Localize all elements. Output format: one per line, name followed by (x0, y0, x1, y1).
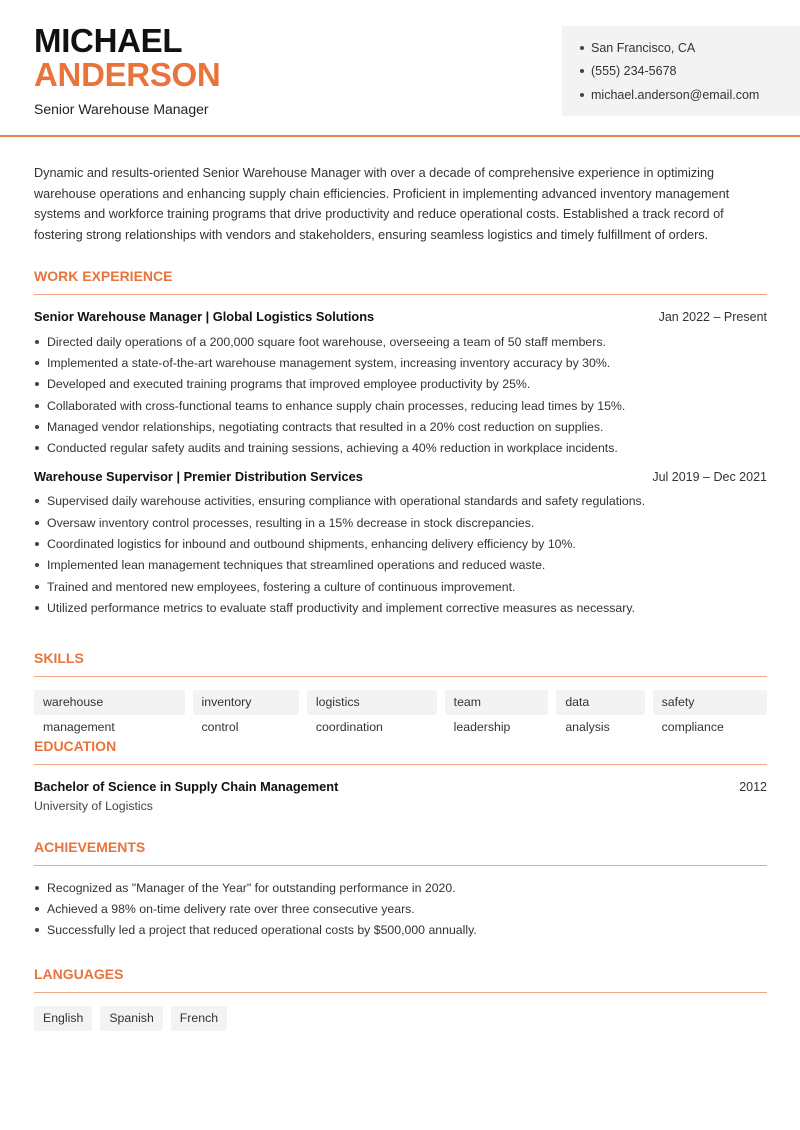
list-item (34, 491, 767, 512)
bullet-text: Oversaw inventory control processes, resulting in a 15% decrease in stock discrepancies. (47, 515, 535, 530)
bullet-text: Conducted regular safety audits and training sessions, achieving a 40% reduction in workplace incidents. (47, 441, 618, 456)
bullet-icon (580, 46, 584, 50)
contact-phone (580, 60, 800, 84)
bullet-text: Collaborated with cross-functional teams to enhance supply chain processes, reducing lead times by 15%. (47, 398, 626, 413)
skill-tag: data analysis (556, 690, 644, 715)
bullet-icon (35, 606, 39, 610)
bullet-text: Directed daily operations of a 200,000 square foot warehouse, overseeing a team of 50 staff members. (47, 334, 606, 349)
skill-tag: team leadership (445, 690, 549, 715)
bullet-icon (35, 340, 39, 344)
section-skills (34, 649, 767, 734)
education-header (34, 779, 767, 795)
section-title: LANGUAGES (34, 965, 767, 993)
bullet-icon (35, 542, 39, 546)
education-school: University of Logistics (34, 799, 153, 813)
bullet-icon (580, 69, 584, 73)
bullet-icon (35, 907, 39, 911)
list-item (34, 920, 767, 941)
section-education (34, 737, 767, 813)
skill-tag: logistics coordination (307, 690, 437, 715)
first-name: MICHAEL (34, 22, 183, 59)
job-bullets (34, 491, 767, 619)
job-role: Senior Warehouse Manager | Global Logistics Solutions (34, 309, 375, 324)
language-tag: English (34, 1006, 92, 1031)
last-name: ANDERSON (34, 56, 221, 93)
contact-location (580, 36, 800, 60)
bullet-text: Utilized performance metrics to evaluate staff productivity and implement corrective measures as necessary. (47, 600, 635, 615)
contact-box (562, 26, 800, 116)
list-item (34, 374, 767, 395)
bullet-icon (35, 563, 39, 567)
education-entry (34, 779, 767, 813)
bullet-text: Successfully led a project that reduced operational costs by $500,000 annually. (47, 923, 477, 938)
skills-tags (34, 690, 767, 734)
bullet-text: Implemented lean management techniques that streamlined operations and reduced waste. (47, 558, 546, 573)
list-item (34, 576, 767, 597)
education-degree: Bachelor of Science in Supply Chain Management (34, 779, 339, 794)
list-item (34, 512, 767, 533)
bullet-text: Recognized as "Manager of the Year" for outstanding performance in 2020. (47, 880, 456, 895)
bullet-icon (35, 499, 39, 503)
list-item (34, 877, 767, 898)
list-item (34, 352, 767, 373)
contact-email (580, 83, 800, 107)
bullet-text: Implemented a state-of-the-art warehouse management system, increasing inventory accuracy by 30%. (47, 355, 611, 370)
achievements-list (34, 877, 767, 941)
section-title: EDUCATION (34, 737, 767, 765)
bullet-text: Developed and executed training programs that improved employee productivity by 25%. (47, 377, 531, 392)
bullet-icon (35, 382, 39, 386)
location-text: San Francisco, CA (591, 40, 696, 55)
section-title: ACHIEVEMENTS (34, 838, 767, 866)
job-header (34, 469, 767, 485)
job-header (34, 309, 767, 325)
bullet-icon (35, 404, 39, 408)
list-item (34, 395, 767, 416)
list-item (34, 555, 767, 576)
section-achievements (34, 838, 767, 941)
bullet-icon (35, 521, 39, 525)
skill-tag: safety compliance (653, 690, 767, 715)
list-item (34, 437, 767, 458)
list-item (34, 597, 767, 618)
bullet-text: Coordinated logistics for inbound and outbound shipments, enhancing delivery efficiency by 10%. (47, 537, 576, 552)
section-work-experience (34, 267, 767, 619)
resume-header (0, 0, 800, 137)
language-tag: Spanish (100, 1006, 162, 1031)
bullet-icon (35, 886, 39, 890)
skill-tag: warehouse management (34, 690, 185, 715)
section-title: WORK EXPERIENCE (34, 267, 767, 295)
section-title: SKILLS (34, 649, 767, 677)
job-dates: Jan 2022 – Present (658, 310, 767, 324)
list-item (34, 331, 767, 352)
job-dates: Jul 2019 – Dec 2021 (652, 469, 767, 484)
list-item (34, 898, 767, 919)
bullet-icon (35, 446, 39, 450)
bullet-text: Trained and mentored new employees, fostering a culture of continuous improvement. (47, 579, 516, 594)
list-item (34, 533, 767, 554)
bullet-icon (580, 93, 584, 97)
section-languages (34, 965, 767, 1031)
job-entry (34, 309, 767, 459)
skill-tag: inventory control (193, 690, 299, 715)
job-role: Warehouse Supervisor | Premier Distribution Services (34, 468, 363, 484)
phone-text: (555) 234-5678 (591, 64, 677, 79)
list-item (34, 416, 767, 437)
email-text: michael.anderson@email.com (591, 87, 760, 102)
bullet-text: Managed vendor relationships, negotiating contracts that resulted in a 20% cost reduction on supplies. (47, 419, 604, 434)
bullet-icon (35, 361, 39, 365)
job-title: Senior Warehouse Manager (34, 101, 209, 117)
language-tag: French (171, 1006, 227, 1031)
language-tags (34, 1006, 767, 1031)
bullet-text: Achieved a 98% on-time delivery rate over three consecutive years. (47, 901, 415, 916)
name-block (34, 24, 220, 118)
job-entry (34, 469, 767, 619)
summary-paragraph: Dynamic and results-oriented Senior Warehouse Manager with over a decade of comprehensive experience in optimizing warehouse operations and enhancing supply chain efficiencies. Proficient in implementing advanced inventory management systems and workforce training programs that drive productivity and reduce operational costs. Established a track record of fostering strong relationships with vendors and stakeholders, ensuring seamless logistics and timely fulfillment of orders. (34, 166, 730, 243)
bullet-icon (35, 585, 39, 589)
education-year: 2012 (739, 780, 767, 794)
bullet-text: Supervised daily warehouse activities, ensuring compliance with operational standards and safety regulations. (47, 494, 646, 509)
bullet-icon (35, 425, 39, 429)
job-bullets (34, 331, 767, 459)
bullet-icon (35, 928, 39, 932)
